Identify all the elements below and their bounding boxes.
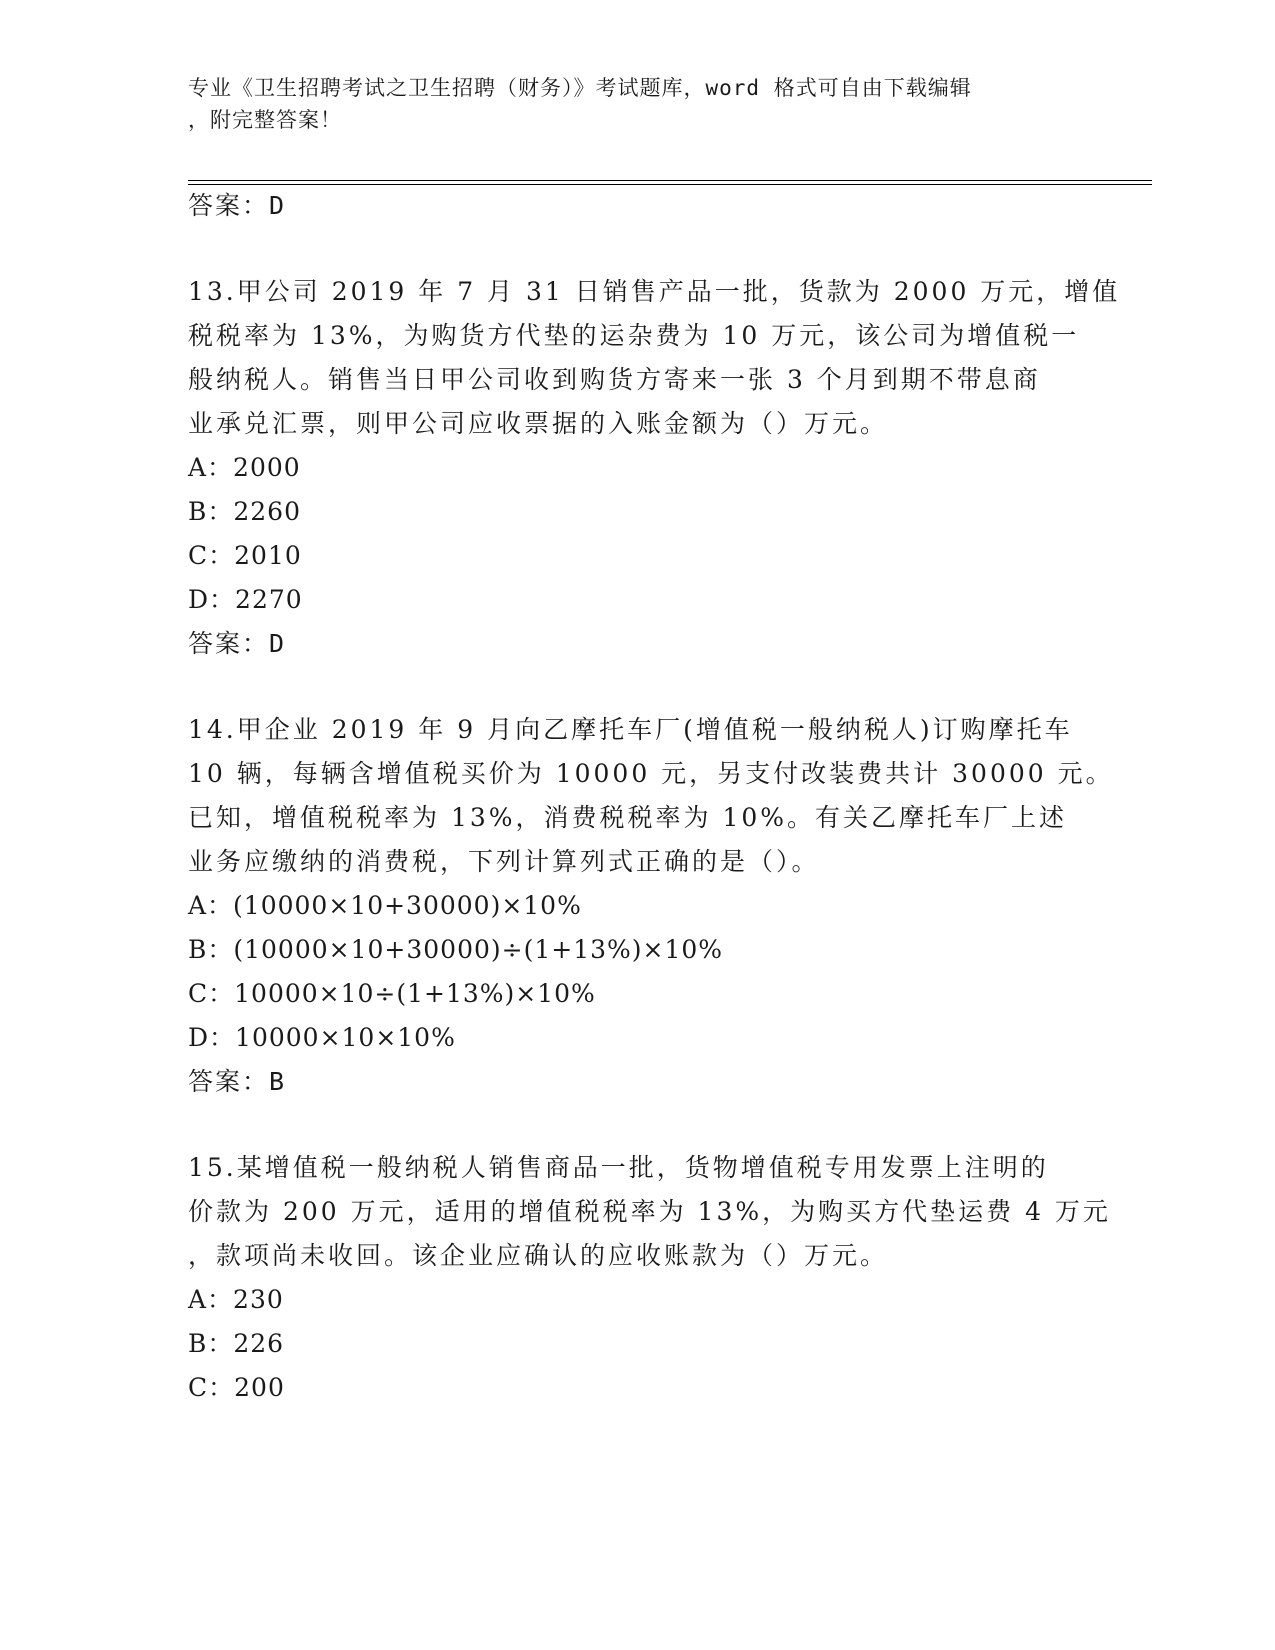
question-14-line: 14.甲企业 2019 年 9 月向乙摩托车厂(增值税一般纳税人)订购摩托车: [188, 715, 1073, 744]
question-15-line: ，款项尚未收回。该企业应确认的应收账款为（）万元。: [188, 1241, 889, 1270]
question-15-option-c: C：200: [188, 1373, 285, 1402]
header-text-line-2: ，附完整答案！: [188, 108, 342, 132]
answer-line: 答案：D: [188, 191, 287, 220]
question-14-line: 10 辆，每辆含增值税买价为 10000 元，另支付改装费共计 30000 元。: [188, 759, 1114, 788]
question-15-line: 价款为 200 万元，适用的增值税税率为 13%，为购买方代垫运费 4 万元: [188, 1197, 1111, 1226]
question-14-option-a: A：(10000×10+30000)×10%: [188, 891, 582, 920]
question-13-option-b: B：2260: [188, 497, 301, 526]
question-13-option-a: A：2000: [188, 453, 301, 482]
question-13-line: 业承兑汇票，则甲公司应收票据的入账金额为（）万元。: [188, 409, 889, 438]
question-14-line: 已知，增值税税率为 13%，消费税税率为 10%。有关乙摩托车厂上述: [188, 803, 1068, 832]
header-divider-thin: [188, 184, 1152, 185]
question-15-option-b: B：226: [188, 1329, 285, 1358]
question-15-option-a: A：230: [188, 1285, 284, 1314]
question-13-option-c: C：2010: [188, 541, 302, 570]
question-13-option-d: D：2270: [188, 585, 303, 614]
question-13-answer: 答案：D: [188, 629, 287, 658]
question-14-line: 业务应缴纳的消费税，下列计算列式正确的是（）。: [188, 847, 820, 876]
header-text-line-1: 专业《卫生招聘考试之卫生招聘（财务）》考试题库，word 格式可自由下载编辑: [188, 76, 972, 100]
question-13-line: 13.甲公司 2019 年 7 月 31 日销售产品一批，货款为 2000 万元，增值: [188, 277, 1121, 306]
header-divider: [188, 180, 1152, 181]
question-14-option-b: B：(10000×10+30000)÷(1+13%)×10%: [188, 935, 724, 964]
question-14-answer: 答案：B: [188, 1067, 287, 1096]
question-15-line: 15.某增值税一般纳税人销售商品一批，货物增值税专用发票上注明的: [188, 1153, 1049, 1182]
question-14-option-d: D：10000×10×10%: [188, 1023, 456, 1052]
question-13-line: 税税率为 13%，为购货方代垫的运杂费为 10 万元，该公司为增值税一: [188, 321, 1080, 350]
question-13-line: 般纳税人。销售当日甲公司收到购货方寄来一张 3 个月到期不带息商: [188, 365, 1041, 394]
question-14-option-c: C：10000×10÷(1+13%)×10%: [188, 979, 596, 1008]
